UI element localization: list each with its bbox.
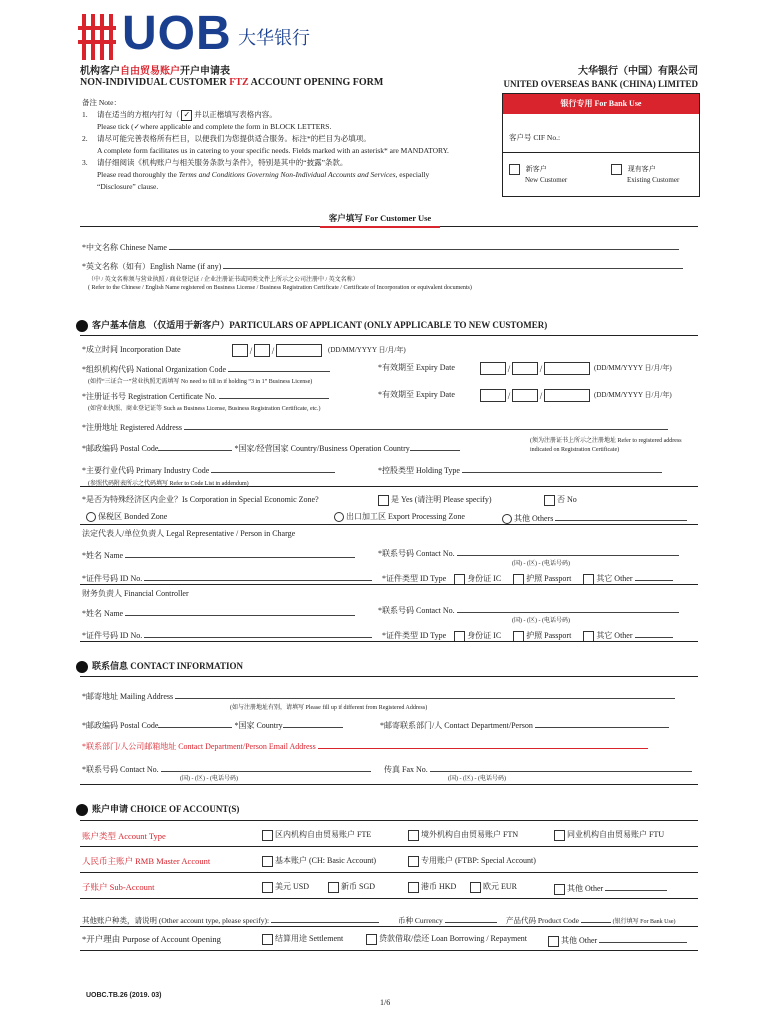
particulars-heading-text: 客户基本信息 （仅适用于新客户）PARTICULARS OF APPLICANT (ONLY APPLICABLE TO NEW CUSTOMER) xyxy=(92,320,548,330)
legal-rep-phone-format: (国) - (区) - (电话号码) xyxy=(512,561,570,567)
note-3-en-a: Please read thoroughly the xyxy=(97,170,179,179)
industry-code-note: (参照代码附表所示之代码填写 Refer to Code List in addendum) xyxy=(88,481,249,487)
note-3-cn xyxy=(82,157,502,169)
checkmark-icon: ✓ xyxy=(181,110,192,121)
sez-yes-label: 是 Yes (请注明 Please specify) xyxy=(391,495,492,504)
postal-code-field[interactable] xyxy=(158,441,232,451)
expiry2-month-box[interactable] xyxy=(512,389,538,402)
note-1-num: 1. xyxy=(82,110,88,119)
loan-label: 贷款借取/偿还 Loan Borrowing / Repayment xyxy=(379,934,527,943)
purpose-other-field[interactable] xyxy=(599,933,687,943)
org-code-field[interactable] xyxy=(228,362,330,372)
fte-label: 区内机构自由贸易账户 FTE xyxy=(275,830,372,839)
expiry1-day-box[interactable] xyxy=(480,362,506,375)
mail-contact-field[interactable] xyxy=(161,762,371,772)
fin-other-checkbox[interactable] xyxy=(583,631,594,642)
legal-rep-ic-label: 身份证 IC xyxy=(467,574,502,583)
country-label: *国家/经营国家 Country/Business Operation Country xyxy=(234,444,410,453)
other-currency-label: 其他 Other xyxy=(567,884,604,893)
title-en-red: FTZ xyxy=(229,77,249,88)
hkd-option[interactable] xyxy=(408,881,456,893)
mailing-address-row[interactable] xyxy=(82,689,675,702)
bank-use-note: (银行填写 For Bank Use) xyxy=(612,919,676,925)
uob-logo-mark xyxy=(78,14,116,60)
legal-rep-heading: 法定代表人/单位负责人 Legal Representative / Person in Charge xyxy=(82,529,296,538)
other-currency-checkbox[interactable] xyxy=(554,884,565,895)
note-1-cn xyxy=(82,109,502,121)
note-2-en: A complete form facilitates us in catering to your specific needs. Fields marked with an asterisk* are MANDATORY. xyxy=(97,146,449,155)
sez-others-label: 其他 Others xyxy=(514,514,554,523)
currency-row[interactable] xyxy=(398,913,497,926)
legal-rep-other-label: 其它 Other xyxy=(596,574,633,583)
legal-rep-passport-checkbox[interactable] xyxy=(513,574,524,585)
section-bullet-icon xyxy=(76,320,88,332)
eur-option[interactable] xyxy=(470,881,517,893)
holding-type-field[interactable] xyxy=(462,463,662,473)
product-code-label: 产品代码 Product Code xyxy=(506,916,579,925)
special-account-option[interactable] xyxy=(408,855,536,867)
fax-label: 传真 Fax No. xyxy=(384,765,428,774)
registered-address-label: *注册地址 Registered Address xyxy=(82,423,182,432)
expiry-date-label-1: *有效期至 Expiry Date xyxy=(378,363,455,373)
chinese-name-label: *中文名称 Chinese Name xyxy=(82,243,167,252)
sez-others-field[interactable] xyxy=(555,511,687,521)
checkmark-icon: ✓ xyxy=(133,122,140,131)
sez-yes-checkbox[interactable] xyxy=(378,495,389,506)
email-label: *联系部门/人公司邮箱地址 Contact Department/Person Email Address xyxy=(82,742,316,751)
note-1-en-b: where applicable and complete the form in BLOCK LETTERS. xyxy=(139,122,332,131)
product-code-field[interactable] xyxy=(581,913,611,923)
english-name-field[interactable] xyxy=(223,259,683,269)
sgd-option[interactable] xyxy=(328,881,375,893)
fin-name-field[interactable] xyxy=(125,606,355,616)
sez-no-label: 否 No xyxy=(557,495,577,504)
special-account-label: 专用账户 (FTBP: Special Account) xyxy=(421,856,536,865)
other-type-label: 其他账户种类，请说明 (Other account type, please specify): xyxy=(82,916,270,925)
mail-dept-row[interactable] xyxy=(380,718,669,731)
existing-customer-en: Existing Customer xyxy=(627,176,680,185)
expiry2-day-box[interactable] xyxy=(480,389,506,402)
logo-cn: 大华银行 xyxy=(238,28,310,48)
new-customer-en: New Customer xyxy=(525,176,568,185)
date-format-hint: (DD/MM/YYYY 日/月/年) xyxy=(328,346,406,355)
contact-heading xyxy=(76,659,243,673)
settlement-checkbox[interactable] xyxy=(262,934,273,945)
fin-contact-label: *联系号码 Contact No. xyxy=(378,606,455,615)
other-currency-option[interactable] xyxy=(554,881,667,895)
product-code-row[interactable] xyxy=(506,913,676,926)
title-cn-red: 自由贸易账户 xyxy=(120,66,180,77)
expiry-date-row-2[interactable]: *有效期至 Expiry Date / / (DD/MM/YYYY 日/月/年) xyxy=(378,390,672,401)
fin-id-type-label: *证件类型 ID Type xyxy=(382,631,447,640)
incorporation-date-label: *成立时间 Incorporation Date xyxy=(82,345,181,355)
name-note-cn: （中 / 英文名称须与营业执照 / 商业登记证 / 企业注册证书或同类文件上所示之公司注册中 / 英文名称） xyxy=(88,277,359,283)
chinese-name-field[interactable] xyxy=(169,240,679,250)
mail-dept-field[interactable] xyxy=(535,718,669,728)
purpose-other-label: 其他 Other xyxy=(561,936,598,945)
eur-checkbox[interactable] xyxy=(470,882,481,893)
note-1-cn-a: 请在适当的方框内打勾（ xyxy=(97,110,180,119)
postal-code-label: *邮政编码 Postal Code xyxy=(82,444,159,453)
purpose-other-option[interactable] xyxy=(548,933,687,947)
holding-type-label: *控股类型 Holding Type xyxy=(378,466,460,475)
hkd-label: 港币 HKD xyxy=(421,882,457,891)
settlement-label: 结算用途 Settlement xyxy=(275,934,344,943)
industry-code-field[interactable] xyxy=(211,463,335,473)
accounts-heading-text: 账户申请 CHOICE OF ACCOUNT(S) xyxy=(92,804,240,814)
note-3-en xyxy=(82,169,502,181)
notes-heading: 备注 Note： xyxy=(82,98,121,107)
fax-row[interactable] xyxy=(384,762,692,775)
bank-name-en: UNITED OVERSEAS BANK (CHINA) LIMITED xyxy=(503,79,698,89)
fax-format: (国) - (区) - (电话号码) xyxy=(448,776,506,782)
incorp-year-box[interactable] xyxy=(276,344,322,357)
purpose-other-checkbox[interactable] xyxy=(548,936,559,947)
registration-no-label: *注册证书号 Registration Certificate No. xyxy=(82,392,217,401)
notes xyxy=(82,97,502,193)
contact-heading-text: 联系信息 CONTACT INFORMATION xyxy=(92,661,244,671)
fte-checkbox[interactable] xyxy=(262,830,273,841)
sez-others-radio[interactable] xyxy=(502,514,512,524)
purpose-label: *开户理由 Purpose of Account Opening xyxy=(82,934,221,944)
note-1-cn-b: 并以正楷填写表格内容。 xyxy=(194,110,277,119)
fin-controller-heading: 财务负责人 Financial Controller xyxy=(82,589,189,598)
legal-rep-other-field[interactable] xyxy=(635,571,673,581)
usd-option[interactable] xyxy=(262,881,309,893)
note-2-cn-text: 请尽可能完善表格所有栏目，以便我们为您提供适合服务。标注*的栏目为必填项。 xyxy=(97,134,371,143)
legal-rep-ic-checkbox[interactable] xyxy=(454,574,465,585)
fin-ic-checkbox[interactable] xyxy=(454,631,465,642)
basic-account-option[interactable] xyxy=(262,855,376,867)
date-format-hint-3: (DD/MM/YYYY 日/月/年) xyxy=(594,391,672,400)
mail-country-field[interactable] xyxy=(283,718,343,728)
hkd-checkbox[interactable] xyxy=(408,882,419,893)
registration-note: (如营业执照、商业登记证等 Such as Business License, Business Registration Certificate, etc.) xyxy=(88,406,321,412)
cif-label: 客户号 CIF No.: xyxy=(509,133,561,142)
title-en-pre: NON-INDIVIDUAL CUSTOMER xyxy=(80,77,230,88)
ftu-option[interactable] xyxy=(554,829,664,841)
org-code-row[interactable] xyxy=(82,362,330,375)
currency-field[interactable] xyxy=(445,913,497,923)
basic-account-checkbox[interactable] xyxy=(262,856,273,867)
bank-use-title: 银行专用 For Bank Use xyxy=(503,94,699,114)
mail-dept-label: *邮寄联系部门/人 Contact Department/Person xyxy=(380,721,533,730)
note-1-en-a: Please tick ( xyxy=(97,122,134,131)
sub-account-label: 子账户 Sub-Account xyxy=(82,882,155,892)
fin-name-row[interactable] xyxy=(82,606,355,619)
accounts-heading xyxy=(76,802,239,816)
sez-question-label: *是否为特殊经济区内企业？Is Corporation in Special Economic Zone? xyxy=(82,495,319,504)
note-3-num: 3. xyxy=(82,158,88,167)
export-zone-option[interactable] xyxy=(334,511,465,522)
note-1-en xyxy=(82,121,502,133)
expiry-date-label-2: *有效期至 Expiry Date xyxy=(378,390,455,400)
fin-passport-label: 护照 Passport xyxy=(526,631,572,640)
basic-account-label: 基本账户 (CH: Basic Account) xyxy=(275,856,377,865)
logo-text: UOB xyxy=(122,7,232,60)
industry-code-row[interactable] xyxy=(82,463,335,476)
legal-rep-other-checkbox[interactable] xyxy=(583,574,594,585)
other-currency-field[interactable] xyxy=(605,881,667,891)
mail-contact-label: *联系号码 Contact No. xyxy=(82,765,159,774)
date-format-hint-2: (DD/MM/YYYY 日/月/年) xyxy=(594,364,672,373)
section-bullet-icon xyxy=(76,804,88,816)
account-type-label: 账户类型 Account Type xyxy=(82,831,166,841)
registered-address-field[interactable] xyxy=(184,420,668,430)
legal-rep-id-type-label: *证件类型 ID Type xyxy=(382,574,447,583)
incorporation-date-row[interactable]: *成立时间 Incorporation Date / / (DD/MM/YYYY 日/月/年) xyxy=(82,345,406,356)
legal-rep-id-label: *证件号码 ID No. xyxy=(82,574,143,583)
incorp-month-box[interactable] xyxy=(254,344,270,357)
legal-rep-contact-label: *联系号码 Contact No. xyxy=(378,549,455,558)
ftu-checkbox[interactable] xyxy=(554,830,565,841)
bonded-zone-radio[interactable] xyxy=(86,512,96,522)
email-row[interactable] xyxy=(82,739,648,752)
note-3-en-b: , especially xyxy=(395,170,430,179)
org-code-label: *组织机构代码 National Organization Code xyxy=(82,365,227,374)
mail-contact-format: (国) - (区) - (电话号码) xyxy=(180,776,238,782)
expiry2-year-box[interactable] xyxy=(544,389,590,402)
fin-other-field[interactable] xyxy=(635,628,673,638)
sez-yes-option[interactable] xyxy=(378,494,492,506)
note-3-en-italic: Terms and Conditions Governing Non-Individual Accounts and Services xyxy=(178,170,396,179)
fin-ic-label: 身份证 IC xyxy=(467,631,502,640)
registered-address-row[interactable] xyxy=(82,420,668,433)
expiry1-year-box[interactable] xyxy=(544,362,590,375)
legal-rep-name-field[interactable] xyxy=(125,548,355,558)
registered-address-note: (须为注册证书上所示之注册地址 Refer to registered address indicated on Registration Certificate) xyxy=(530,438,682,453)
existing-customer-cn: 现有客户 xyxy=(627,165,656,174)
existing-customer-option[interactable] xyxy=(611,164,679,186)
new-customer-cn: 新客户 xyxy=(525,165,547,174)
settlement-option[interactable] xyxy=(262,933,343,945)
mail-postal-label: *邮政编码 Postal Code xyxy=(82,721,159,730)
chinese-name-row[interactable] xyxy=(82,240,679,253)
uob-logo xyxy=(78,7,348,62)
particulars-heading xyxy=(76,318,547,332)
sez-no-option[interactable] xyxy=(544,494,577,506)
fin-id-field[interactable] xyxy=(144,628,372,638)
sez-question-row xyxy=(82,494,319,505)
note-3-cn-text: 请仔细阅读《机构账户与相关服务条款与条件》，特别是其中的“披露”条款。 xyxy=(97,158,348,167)
loan-checkbox[interactable] xyxy=(366,934,377,945)
export-zone-label: 出口加工区 Export Processing Zone xyxy=(346,512,465,521)
english-name-label: *英文名称（如有）English Name (if any) xyxy=(82,262,222,271)
special-account-checkbox[interactable] xyxy=(408,856,419,867)
existing-customer-checkbox[interactable] xyxy=(611,164,622,175)
expiry-date-row-1[interactable]: *有效期至 Expiry Date / / (DD/MM/YYYY 日/月/年) xyxy=(378,363,672,374)
bonded-zone-label: 保税区 Bonded Zone xyxy=(98,512,168,521)
title-en-post: ACCOUNT OPENING FORM xyxy=(248,77,384,88)
note-2-cn xyxy=(82,133,502,145)
mail-country-label: *国家 Country xyxy=(234,721,283,730)
postal-country-row[interactable] xyxy=(82,441,460,454)
section-bullet-icon xyxy=(76,661,88,673)
sez-no-checkbox[interactable] xyxy=(544,495,555,506)
usd-checkbox[interactable] xyxy=(262,882,273,893)
registration-no-row[interactable] xyxy=(82,389,329,402)
fin-passport-checkbox[interactable] xyxy=(513,631,524,642)
currency-label: 币种 Currency xyxy=(398,916,443,925)
customer-use-title: 客户填写 For Customer Use xyxy=(320,210,440,228)
mailing-address-field[interactable] xyxy=(175,689,675,699)
title-cn-pre: 机构客户 xyxy=(80,66,120,77)
legal-rep-contact-field[interactable] xyxy=(457,546,679,556)
form-title-cn xyxy=(80,62,230,77)
other-type-row[interactable] xyxy=(82,913,379,926)
page-number: 1/6 xyxy=(380,998,391,1007)
english-name-row[interactable] xyxy=(82,259,683,272)
incorp-day-box[interactable] xyxy=(232,344,248,357)
legal-rep-id-type-row[interactable] xyxy=(382,571,673,585)
sez-others-option[interactable] xyxy=(502,511,687,524)
usd-label: 美元 USD xyxy=(275,882,310,891)
fin-id-type-row[interactable] xyxy=(382,628,673,642)
fin-other-label: 其它 Other xyxy=(596,631,633,640)
fin-id-row[interactable] xyxy=(82,628,372,641)
mailing-address-note: (如与注册地址有别，请填写 Please fill up if different from Registered Address) xyxy=(230,705,428,711)
fte-option[interactable] xyxy=(262,829,371,841)
bonded-zone-option[interactable] xyxy=(86,511,167,522)
ftu-label: 同业机构自由贸易账户 FTU xyxy=(567,830,665,839)
mailing-address-label: *邮寄地址 Mailing Address xyxy=(82,692,174,701)
legal-rep-name-label: *姓名 Name xyxy=(82,551,124,560)
mail-postal-row[interactable] xyxy=(82,718,343,731)
country-field[interactable] xyxy=(410,441,460,451)
industry-code-label: *主要行业代码 Primary Industry Code xyxy=(82,466,210,475)
new-customer-option[interactable] xyxy=(509,164,567,186)
other-type-field[interactable] xyxy=(271,913,379,923)
legal-rep-passport-label: 护照 Passport xyxy=(526,574,572,583)
legal-rep-id-row[interactable] xyxy=(82,571,372,584)
new-customer-checkbox[interactable] xyxy=(509,164,520,175)
fin-contact-field[interactable] xyxy=(457,603,679,613)
title-cn-post: 开户申请表 xyxy=(180,66,230,77)
fin-id-label: *证件号码 ID No. xyxy=(82,631,143,640)
fin-name-label: *姓名 Name xyxy=(82,609,124,618)
rmb-master-label: 人民币主账户 RMB Master Account xyxy=(82,856,211,866)
ftn-checkbox[interactable] xyxy=(408,830,419,841)
eur-label: 欧元 EUR xyxy=(483,882,517,891)
ftn-option[interactable] xyxy=(408,829,518,841)
email-field[interactable] xyxy=(318,739,648,749)
fin-phone-format: (国) - (区) - (电话号码) xyxy=(512,618,570,624)
form-title-en xyxy=(80,77,383,88)
loan-option[interactable] xyxy=(366,933,527,945)
legal-rep-name-row[interactable] xyxy=(82,548,355,561)
mail-postal-field[interactable] xyxy=(158,718,232,728)
expiry1-month-box[interactable] xyxy=(512,362,538,375)
sgd-checkbox[interactable] xyxy=(328,882,339,893)
org-code-note: (如持“三证合一”营业执照无需填写 No need to fill in if holding “3 in 1” Business License) xyxy=(88,379,313,385)
form-code: UOBC.TB.26 (2019. 03) xyxy=(86,992,162,999)
bank-name-cn: 大华银行（中国）有限公司 xyxy=(578,66,698,77)
ftn-label: 境外机构自由贸易账户 FTN xyxy=(421,830,519,839)
registration-no-field[interactable] xyxy=(219,389,329,399)
name-note-en: ( Refer to the Chinese / English Name registered on Business License / Business Registration Certificate / Certificate of Incorporation or equivalent documents) xyxy=(88,285,472,291)
bank-use-box xyxy=(502,93,700,197)
note-3-en-c: “Disclosure” clause. xyxy=(97,182,159,191)
fax-field[interactable] xyxy=(430,762,692,772)
holding-type-row[interactable] xyxy=(378,463,662,476)
note-2-num: 2. xyxy=(82,134,88,143)
sgd-label: 新币 SGD xyxy=(341,882,376,891)
legal-rep-id-field[interactable] xyxy=(144,571,372,581)
export-zone-radio[interactable] xyxy=(334,512,344,522)
